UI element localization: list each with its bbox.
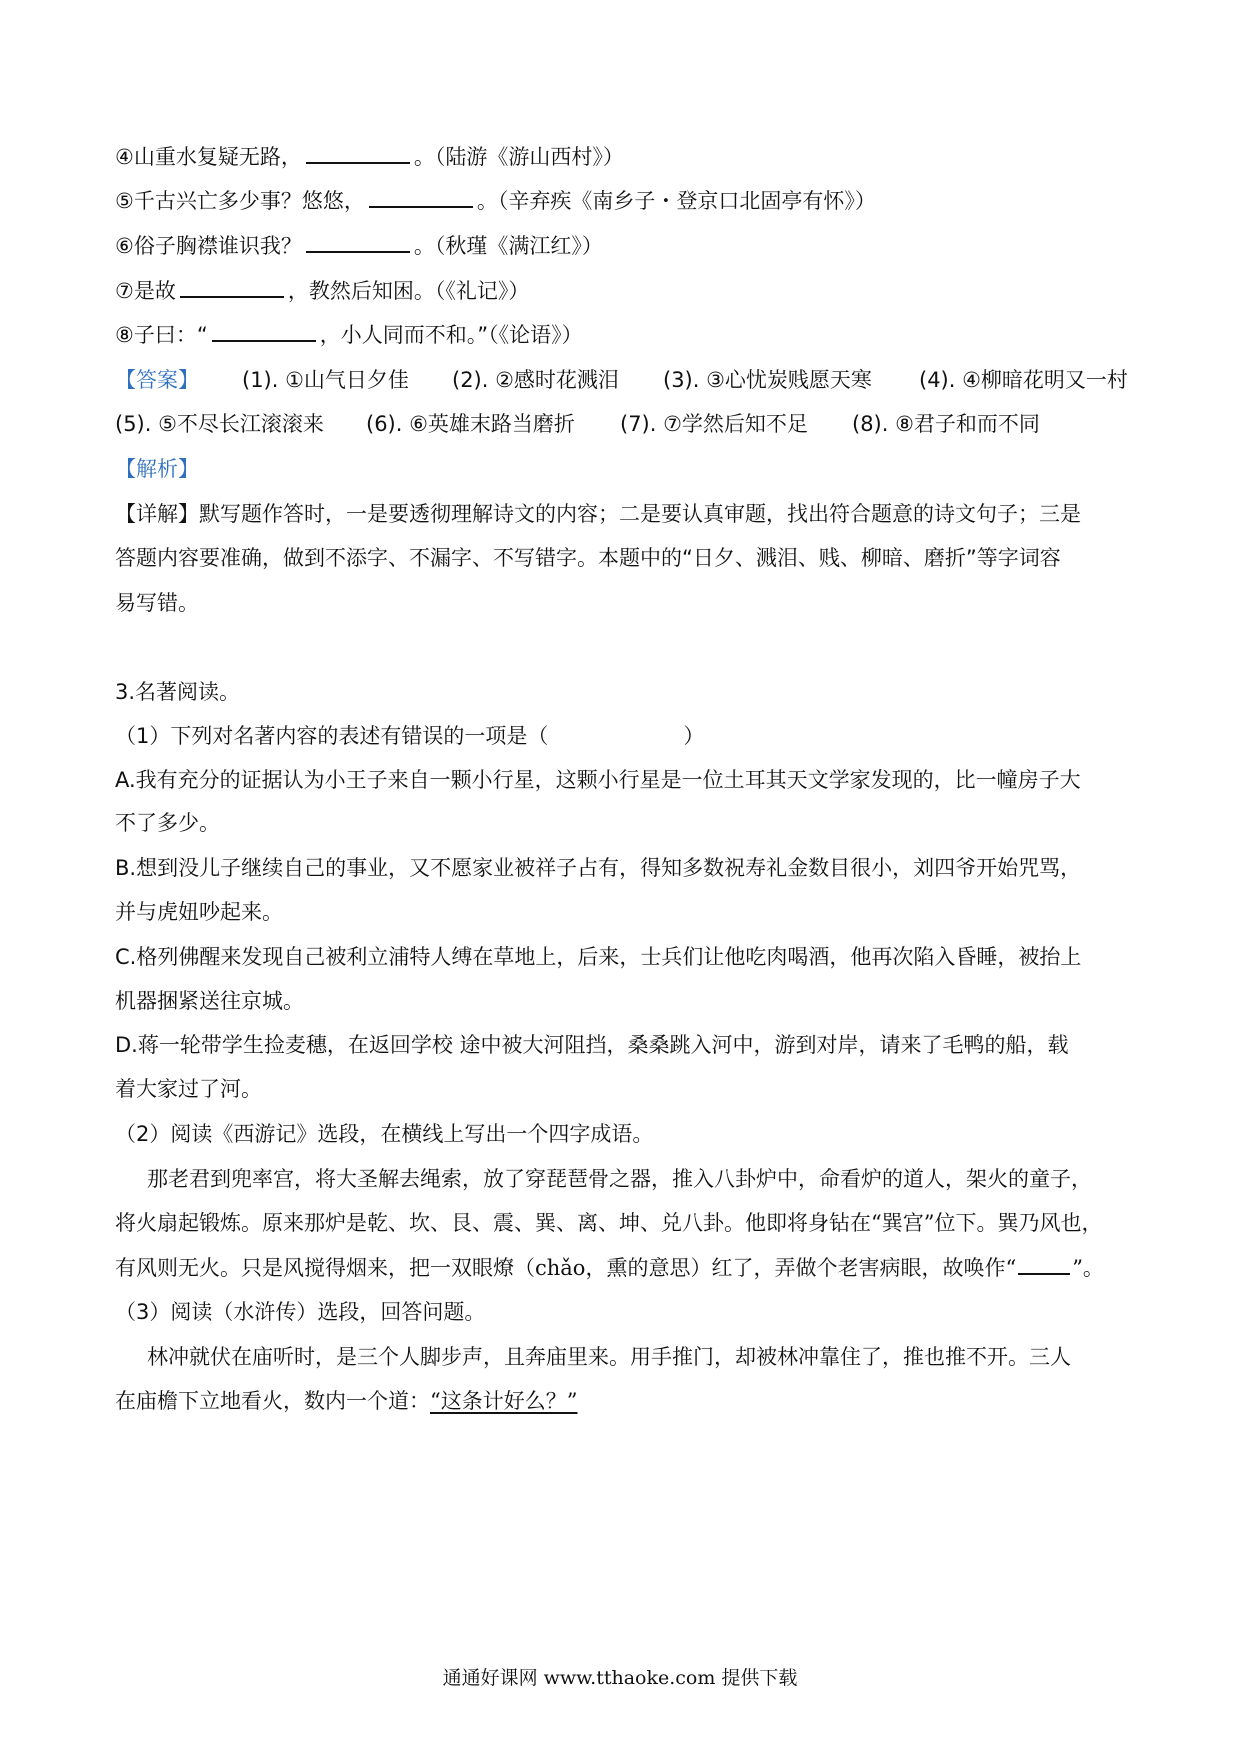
question-text: ⑤千古兴亡多少事？悠悠，	[115, 189, 365, 213]
answer-item: (2). ②感时花溅泪	[452, 368, 619, 392]
question-text: ④山重水复疑无路，	[115, 145, 302, 169]
question-source: 。（辛弃疾《南乡子・登京口北固亭有怀》）	[476, 189, 876, 213]
question-line-8	[115, 320, 583, 350]
question-stem-1	[115, 721, 704, 751]
question-stem-text: （1）下列对名著内容的表述有错误的一项是（	[115, 724, 549, 748]
question-text: ⑦是故	[115, 279, 176, 303]
question-source: ，教然后知困。（《礼记》）	[287, 279, 530, 303]
option-d-cont: 着大家过了河。	[115, 1077, 262, 1101]
answer-blank	[212, 320, 316, 342]
answer-item: (3). ③心忧炭贱愿天寒	[663, 368, 872, 392]
question-text: ⑥俗子胸襟谁识我？	[115, 234, 302, 258]
option-b-cont: 并与虎妞吵起来。	[115, 900, 283, 924]
answer-blank	[369, 186, 473, 208]
question-source: 。（秋瑾《满江红》）	[413, 234, 603, 258]
section-title: 3.名著阅读。	[115, 680, 241, 704]
underlined-quote: “这条计好么？”	[430, 1389, 578, 1413]
option-a-cont: 不了多少。	[115, 811, 220, 835]
option-c-cont: 机器捆紧送往京城。	[115, 989, 304, 1013]
question-stem-2: （2）阅读《西游记》选段，在横线上写出一个四字成语。	[115, 1122, 654, 1146]
passage-line: 那老君到兜率宫，将大圣解去绳索，放了穿琵琶骨之器，推入八卦炉中，命看炉的道人，架火的童子，	[147, 1167, 1092, 1191]
analysis-line: 【详解】默写题作答时，一是要透彻理解诗文的内容；二是要认真审题，找出符合题意的诗文句子；三是	[115, 502, 1081, 526]
passage-text: 有风则无火。只是风搅得烟来，把一双眼燎（chǎo，熏的意思）红了，弄做个老害病眼，故唤作“	[115, 1256, 1017, 1280]
page-footer: 通通好课网 www.tthaoke.com 提供下载	[442, 1667, 798, 1689]
question-line-4	[115, 142, 624, 172]
answer-item: (7). ⑦学然后知不足	[620, 412, 808, 436]
question-line-7	[115, 276, 529, 306]
answer-item: (6). ⑥英雄末路当磨折	[366, 412, 575, 436]
question-text: ⑧子曰：“	[115, 323, 208, 347]
analysis-line: 答题内容要准确，做到不添字、不漏字、不写错字。本题中的“日夕、溅泪、贱、柳暗、磨折”等字词容	[115, 546, 1061, 570]
analysis-line: 易写错。	[115, 591, 199, 615]
passage-line: 将火扇起锻炼。原来那炉是乾、坎、艮、震、巽、离、坤、兑八卦。他即将身钻在“巽宫”位下。巽乃风也，	[115, 1211, 1103, 1235]
question-line-6	[115, 231, 603, 261]
answer-blank	[306, 231, 410, 253]
answer-item: (8). ⑧君子和而不同	[852, 412, 1040, 436]
passage-line: 林冲就伏在庙听时，是三个人脚步声，且奔庙里来。用手推门，却被林冲靠住了，推也推不开。三人	[147, 1345, 1071, 1369]
passage-line-with-blank	[115, 1253, 1104, 1283]
option-a: A.我有充分的证据认为小王子来自一颗小行星，这颗小行星是一位土耳其天文学家发现的，比一幢房子大	[115, 768, 1081, 792]
answer-item: (4). ④柳暗花明又一村	[919, 368, 1128, 392]
answer-blank	[180, 276, 284, 298]
passage-text: 在庙檐下立地看火，数内一个道：	[115, 1389, 430, 1413]
question-stem-3: （3）阅读（水浒传）选段，回答问题。	[115, 1300, 486, 1324]
question-source: 。（陆游《游山西村》）	[413, 145, 624, 169]
answer-label: 【答案】	[115, 368, 199, 392]
answer-blank	[306, 142, 410, 164]
passage-line-with-quote	[115, 1386, 577, 1416]
passage-text-end: ”。	[1072, 1256, 1104, 1280]
question-source: ，小人同而不和。”（《论语》）	[319, 323, 583, 347]
answer-item: (1). ①山气日夕佳	[242, 368, 409, 392]
answer-blank	[1018, 1253, 1070, 1275]
option-b: B.想到没儿子继续自己的事业，又不愿家业被祥子占有，得知多数祝寿礼金数目很小，刘四爷开始咒骂，	[115, 856, 1082, 880]
option-c: C.格列佛醒来发现自己被利立浦特人缚在草地上，后来，士兵们让他吃肉喝酒，他再次陷入昏睡，被抬上	[115, 945, 1082, 969]
question-stem-close: ）	[683, 724, 705, 748]
option-d: D.蒋一轮带学生捡麦穗，在返回学校 途中被大河阻挡，桑桑跳入河中，游到对岸，请来了毛鸭的船，载	[115, 1033, 1069, 1057]
answer-item: (5). ⑤不尽长江滚滚来	[115, 412, 324, 436]
analysis-label: 【解析】	[115, 457, 199, 481]
question-line-5	[115, 186, 876, 216]
